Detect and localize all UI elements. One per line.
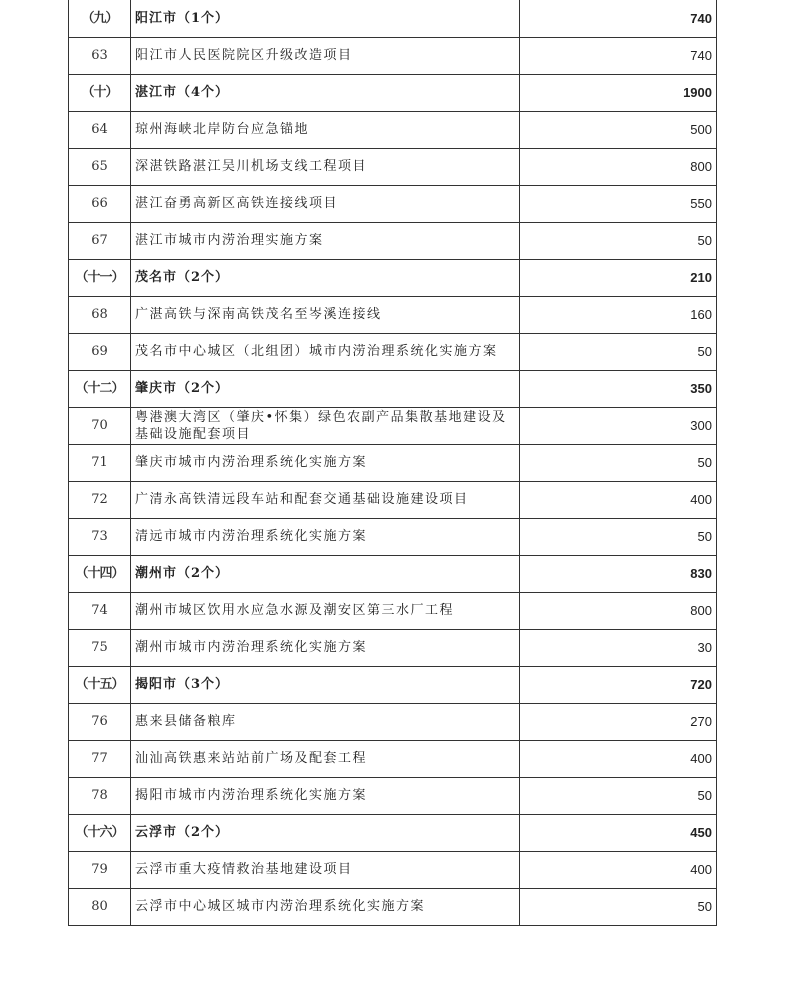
project-amount: 400 <box>520 740 717 777</box>
table-row <box>69 777 717 814</box>
table-row <box>69 851 717 888</box>
group-number: （十五） <box>69 666 131 703</box>
project-number: 76 <box>69 703 131 740</box>
table-row <box>69 518 717 555</box>
table-row <box>69 333 717 370</box>
group-city: 茂名市（2个） <box>131 259 520 296</box>
group-city: 揭阳市（3个） <box>131 666 520 703</box>
table-row <box>69 37 717 74</box>
project-number: 78 <box>69 777 131 814</box>
group-city: 阳江市（1个） <box>131 0 520 37</box>
project-amount: 50 <box>520 444 717 481</box>
project-number: 79 <box>69 851 131 888</box>
table-row <box>69 296 717 333</box>
project-amount: 160 <box>520 296 717 333</box>
project-name: 清远市城市内涝治理系统化实施方案 <box>131 518 520 555</box>
group-city: 湛江市（4个） <box>131 74 520 111</box>
project-amount: 50 <box>520 222 717 259</box>
group-amount: 740 <box>520 0 717 37</box>
project-name: 阳江市人民医院院区升级改造项目 <box>131 37 520 74</box>
project-amount: 500 <box>520 111 717 148</box>
group-city: 潮州市（2个） <box>131 555 520 592</box>
group-amount: 830 <box>520 555 717 592</box>
project-name: 湛江市城市内涝治理实施方案 <box>131 222 520 259</box>
project-budget-table <box>68 0 717 926</box>
table-row <box>69 888 717 925</box>
project-name: 潮州市城市内涝治理系统化实施方案 <box>131 629 520 666</box>
project-number: 72 <box>69 481 131 518</box>
project-amount: 50 <box>520 333 717 370</box>
table-row <box>69 703 717 740</box>
table-row <box>69 111 717 148</box>
project-number: 67 <box>69 222 131 259</box>
group-amount: 1900 <box>520 74 717 111</box>
group-number: （十一） <box>69 259 131 296</box>
table-row-group <box>69 666 717 703</box>
project-amount: 550 <box>520 185 717 222</box>
group-amount: 720 <box>520 666 717 703</box>
project-name: 云浮市重大疫情救治基地建设项目 <box>131 851 520 888</box>
table-row <box>69 148 717 185</box>
project-number: 63 <box>69 37 131 74</box>
table-row-group <box>69 814 717 851</box>
project-amount: 270 <box>520 703 717 740</box>
project-name: 湛江奋勇高新区高铁连接线项目 <box>131 185 520 222</box>
project-number: 64 <box>69 111 131 148</box>
project-number: 65 <box>69 148 131 185</box>
project-number: 73 <box>69 518 131 555</box>
project-table-page <box>68 0 716 926</box>
project-number: 75 <box>69 629 131 666</box>
project-name: 潮州市城区饮用水应急水源及潮安区第三水厂工程 <box>131 592 520 629</box>
project-name: 汕汕高铁惠来站站前广场及配套工程 <box>131 740 520 777</box>
table-row-group <box>69 370 717 407</box>
project-amount: 50 <box>520 888 717 925</box>
project-amount: 400 <box>520 851 717 888</box>
table-row <box>69 592 717 629</box>
table-row <box>69 481 717 518</box>
project-name: 广湛高铁与深南高铁茂名至岑溪连接线 <box>131 296 520 333</box>
group-amount: 210 <box>520 259 717 296</box>
group-city: 云浮市（2个） <box>131 814 520 851</box>
project-amount: 300 <box>520 407 717 444</box>
project-name: 肇庆市城市内涝治理系统化实施方案 <box>131 444 520 481</box>
project-amount: 30 <box>520 629 717 666</box>
project-amount: 400 <box>520 481 717 518</box>
project-number: 66 <box>69 185 131 222</box>
group-amount: 450 <box>520 814 717 851</box>
project-name: 粤港澳大湾区（肇庆•怀集）绿色农副产品集散基地建设及基础设施配套项目 <box>131 407 520 444</box>
project-number: 70 <box>69 407 131 444</box>
group-number: （九） <box>69 0 131 37</box>
group-amount: 350 <box>520 370 717 407</box>
project-number: 77 <box>69 740 131 777</box>
project-amount: 50 <box>520 777 717 814</box>
group-number: （十六） <box>69 814 131 851</box>
project-number: 71 <box>69 444 131 481</box>
project-number: 74 <box>69 592 131 629</box>
table-row <box>69 629 717 666</box>
project-name: 惠来县储备粮库 <box>131 703 520 740</box>
group-number: （十二） <box>69 370 131 407</box>
table-row-group <box>69 0 717 37</box>
table-row <box>69 740 717 777</box>
group-city: 肇庆市（2个） <box>131 370 520 407</box>
group-number: （十四） <box>69 555 131 592</box>
project-amount: 800 <box>520 592 717 629</box>
table-row <box>69 444 717 481</box>
project-number: 80 <box>69 888 131 925</box>
project-amount: 740 <box>520 37 717 74</box>
project-name: 揭阳市城市内涝治理系统化实施方案 <box>131 777 520 814</box>
table-row-group <box>69 259 717 296</box>
project-number: 68 <box>69 296 131 333</box>
project-name: 广清永高铁清远段车站和配套交通基础设施建设项目 <box>131 481 520 518</box>
table-row <box>69 185 717 222</box>
project-name: 茂名市中心城区（北组团）城市内涝治理系统化实施方案 <box>131 333 520 370</box>
group-number: （十） <box>69 74 131 111</box>
table-row <box>69 407 717 444</box>
table-row <box>69 222 717 259</box>
project-name: 云浮市中心城区城市内涝治理系统化实施方案 <box>131 888 520 925</box>
project-number: 69 <box>69 333 131 370</box>
table-row-group <box>69 74 717 111</box>
project-name: 琼州海峡北岸防台应急锚地 <box>131 111 520 148</box>
table-row-group <box>69 555 717 592</box>
project-name: 深湛铁路湛江吴川机场支线工程项目 <box>131 148 520 185</box>
project-amount: 800 <box>520 148 717 185</box>
project-amount: 50 <box>520 518 717 555</box>
